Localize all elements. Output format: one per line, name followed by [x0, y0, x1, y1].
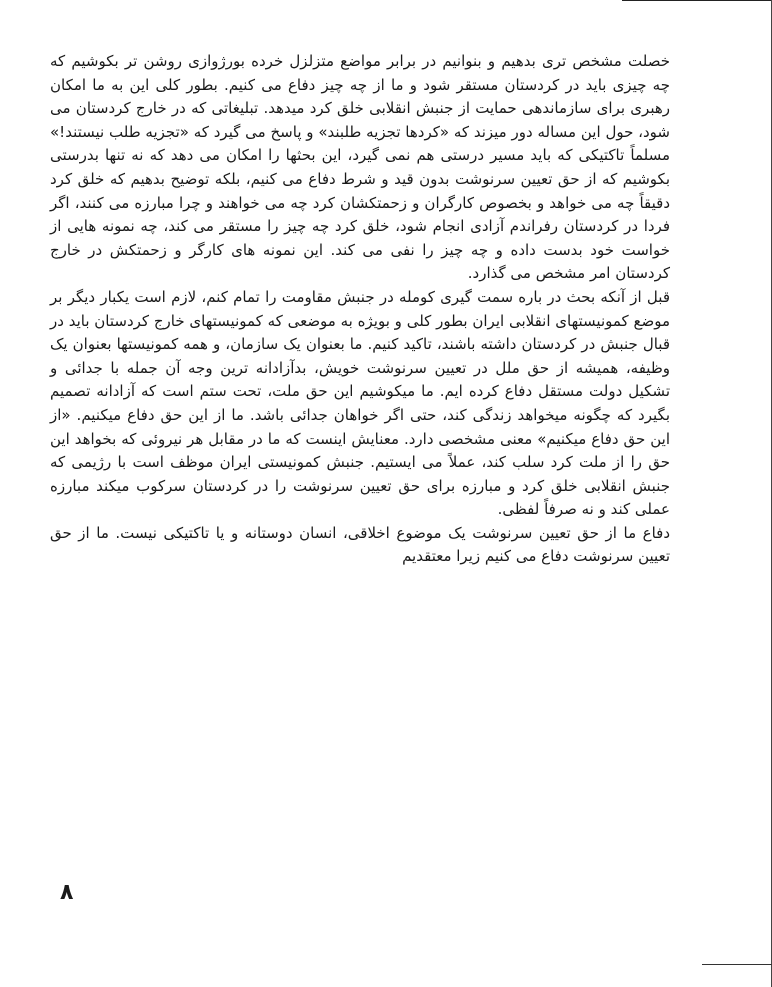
- paragraph-2: قبل از آنکه بحث در باره سمت گیری کومله در جنبش مقاومت را تمام کنم، لازم است یکبار دیگر بر موضع کمونیستهای انقلابی ایران بطور کلی و بویژه به موضعی که کمونیستهای خارج کردستان باید در قبال جنبش در کردستان داشته باشند، تاکید کنیم. ما بعنوان یک سازمان، و همه کمونیستها بعنوان یک وظیفه، همیشه از حق ملل در تعیین سرنوشت خویش، بدآزادانه ترین وجه آن جمله با جدائی و تشکیل دولت مستقل دفاع کرده ایم. ما میکوشیم این حق ملت، تحت ستم است که آزادانه تصمیم بگیرد که چگونه میخواهد زندگی کند، حتی اگر خواهان جدائی باشد. ما از این حق دفاع میکنیم. «از این حق دفاع میکنیم» معنی مشخصی دارد. معنایش اینست که ما در مقابل هر نیروئی که بخواهد این حق را از ملت کرد سلب کند، عملاً می ایستیم. جنبش کمونیستی ایران موظف است با رژیمی که جنبش انقلابی خلق کرد و مبارزه برای حق تعیین سرنوشت را در کردستان سرکوب میکند مبارزه عملی کند و نه صرفاً لفظی.: [50, 287, 670, 519]
- scan-edge-top: [622, 0, 772, 1]
- paragraph-1: خصلت مشخص تری بدهیم و بنوانیم در برابر مواضع متزلزل خرده بورژوازی روشن تر بکوشیم که چه چیزی باید در کردستان مستقر شود و ما از چه چیز دفاع می کنیم. بطور کلی این به ما امکان رهبری برای سازماندهی حمایت از جنبش انقلابی خلق کرد میدهد. تبلیغاتی که در خارج کردستان می شود، حول این مساله دور میزند که «کردها تجزیه طلبند» و پاسخ می گیرد که «تجزیه طلب نیستند!» مسلماً تاکتیکی که باید مسیر درستی هم نمی گیرد، این بحثها را امکان می دهد که نه تنها بدرستی بکوشیم که از حق تعیین سرنوشت بدون قید و شرط دفاع می کنیم، بلکه توضیح بدهیم که خلق کرد دقیقاً چه می خواهد و بخصوص کارگران و زحمتکشان کرد چه می خواهند و چرا مبارزه می کنند، اگر فردا در کردستان رفراندم آزادی انجام شود، خلق کرد چه چیز را مستقر می کند، چه نمونه هایی از خواست خود بدست داده و چه چیز را نفی می کند. این نمونه های کارگر و زحمتکش در خارج کردستان امر مشخص می گذارد.: [50, 52, 670, 283]
- body-text: [50, 50, 670, 569]
- page-number: ۸: [60, 880, 74, 905]
- scan-corner-mark: [702, 964, 772, 987]
- paragraph-3: دفاع ما از حق تعیین سرنوشت یک موضوع اخلاقی، انسان دوستانه و یا تاکتیکی نیست. ما از حق تعیین سرنوشت دفاع می کنیم زیرا معتقدیم: [50, 523, 670, 566]
